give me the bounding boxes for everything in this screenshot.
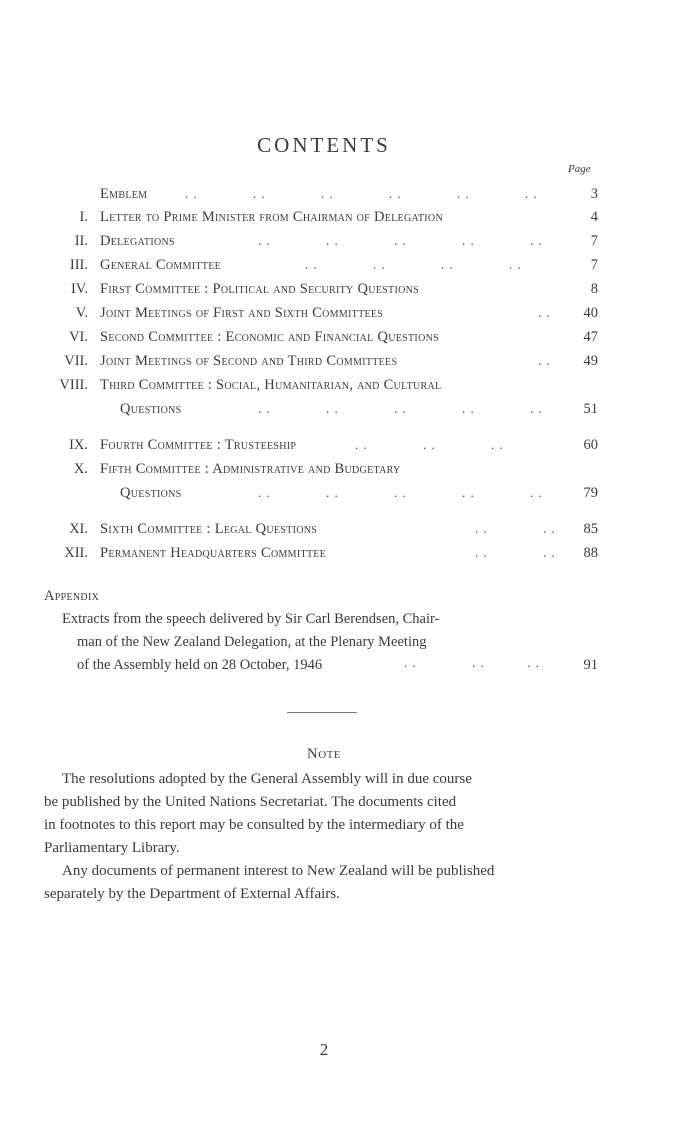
toc-entry-title: Second Committee : Economic and Financial Questions <box>100 329 439 345</box>
appendix-page: 91 <box>583 657 598 673</box>
toc-entry <box>0 521 700 543</box>
leader-dots: . . . . <box>475 545 556 560</box>
toc-entry-title: Delegations <box>100 233 175 249</box>
appendix-line: man of the New Zealand Delegation, at the Plenary Meeting <box>77 634 427 650</box>
leader-dots: . . <box>538 305 551 320</box>
divider <box>287 712 357 713</box>
toc-entry-page: 49 <box>583 353 598 369</box>
toc-entry-page: 47 <box>583 329 598 345</box>
toc-entry-page: 40 <box>583 305 598 321</box>
leader-dots: . . . . . . . . . . . . <box>185 186 538 201</box>
toc-entry-title: Fifth Committee : Administrative and Budgetary <box>100 461 401 477</box>
toc-entry-page: 7 <box>590 257 598 273</box>
note-line: be published by the United Nations Secretariat. The documents cited <box>44 794 457 810</box>
leader-dots: . . . . . . <box>355 437 504 452</box>
toc-entry-number: I. <box>79 209 88 225</box>
toc-entry-title: Emblem <box>100 186 148 202</box>
toc-entry <box>0 186 700 208</box>
appendix-line: of the Assembly held on 28 October, 1946 <box>77 657 323 673</box>
leader-dots: . . <box>538 353 551 368</box>
appendix-heading: Appendix <box>44 588 100 604</box>
note-line: separately by the Department of External Affairs. <box>44 886 340 902</box>
toc-entry-title: Third Committee : Social, Humanitarian, and Cultural <box>100 377 442 393</box>
toc-entry <box>0 281 700 303</box>
note-line: in footnotes to this report may be consulted by the intermediary of the <box>44 817 464 833</box>
leader-dots: . . . . . . . . . . <box>258 485 543 500</box>
toc-entry-number: VI. <box>69 329 88 345</box>
page-number: 2 <box>319 1040 329 1059</box>
leader-dots: . . . . . . . . <box>305 257 522 272</box>
toc-entry-page: 4 <box>590 209 598 225</box>
toc-entry-number: XI. <box>69 521 88 537</box>
page-column-label: Page <box>568 163 591 175</box>
toc-entry-number: IX. <box>69 437 88 453</box>
toc-entry <box>0 329 700 351</box>
toc-entry-continuation <box>0 401 700 423</box>
toc-entry-page: 51 <box>583 401 598 417</box>
toc-entry-title: Sixth Committee : Legal Questions <box>100 521 318 537</box>
leader-dots: . . . . . . <box>404 655 540 670</box>
note-line: Parliamentary Library. <box>44 840 180 856</box>
toc-entry-page: 3 <box>590 186 598 202</box>
note-line: Any documents of permanent interest to New Zealand will be published <box>62 863 495 879</box>
appendix-line: Extracts from the speech delivered by Sir Carl Berendsen, Chair- <box>62 611 440 627</box>
toc-entry-number: II. <box>74 233 88 249</box>
toc-entry <box>0 257 700 279</box>
toc-entry-title: Fourth Committee : Trusteeship <box>100 437 297 453</box>
toc-entry <box>0 353 700 375</box>
toc-entry <box>0 545 700 567</box>
toc-entry-page: 60 <box>583 437 598 453</box>
toc-entry-number: XII. <box>64 545 88 561</box>
toc-entry <box>0 377 700 399</box>
toc-entry <box>0 305 700 327</box>
toc-entry-number: VII. <box>64 353 88 369</box>
toc-entry-title: Letter to Prime Minister from Chairman of Delegation <box>100 209 443 225</box>
leader-dots: . . . . <box>475 521 556 536</box>
page-title: CONTENTS <box>257 133 391 157</box>
note-line: The resolutions adopted by the General Assembly will in due course <box>62 771 472 787</box>
toc-entry-number: V. <box>75 305 88 321</box>
toc-entry-title: First Committee : Political and Security Questions <box>100 281 419 297</box>
toc-entry-title: Joint Meetings of First and Sixth Committees <box>100 305 384 321</box>
toc-entry-continuation <box>0 485 700 507</box>
toc-entry-number: VIII. <box>59 377 88 393</box>
toc-entry-number: III. <box>69 257 88 273</box>
toc-entry <box>0 437 700 459</box>
toc-entry-page: 88 <box>583 545 598 561</box>
toc-entry-number: IV. <box>70 281 88 297</box>
toc-entry-title: General Committee <box>100 257 222 273</box>
toc-entry-page: 7 <box>590 233 598 249</box>
toc-entry-page: 85 <box>583 521 598 537</box>
toc-entry <box>0 209 700 231</box>
leader-dots: . . . . . . . . . . <box>258 401 543 416</box>
toc-entry-title: Joint Meetings of Second and Third Committees <box>100 353 398 369</box>
note-heading: Note <box>306 746 342 762</box>
toc-entry <box>0 233 700 255</box>
toc-entry-title-continued: Questions <box>120 401 182 417</box>
toc-entry <box>0 461 700 483</box>
toc-entry-title-continued: Questions <box>120 485 182 501</box>
toc-entry-page: 8 <box>590 281 598 297</box>
leader-dots: . . . . . . . . . . <box>258 233 543 248</box>
toc-entry-page: 79 <box>583 485 598 501</box>
toc-entry-title: Permanent Headquarters Committee <box>100 545 327 561</box>
toc-entry-number: X. <box>73 461 88 477</box>
